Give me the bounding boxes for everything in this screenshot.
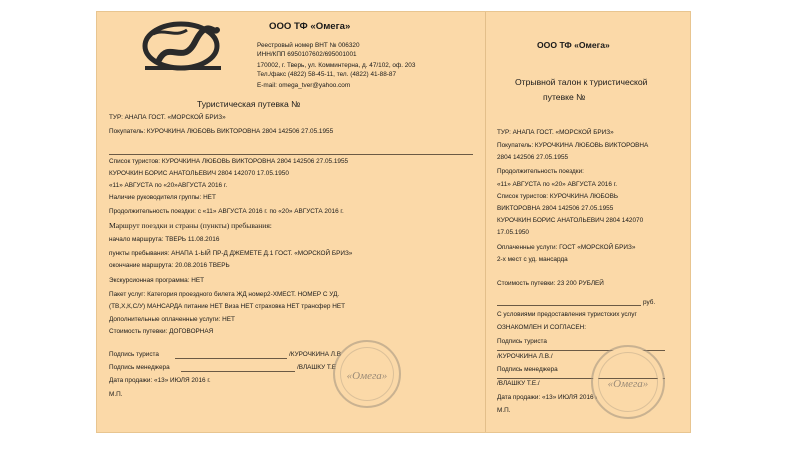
route-title: Маршрут поездки и страны (пункты) пребывания: [109, 221, 272, 230]
inn: ИНН/КПП 6950107602/695001001 [257, 51, 357, 58]
coupon-company-name: ООО ТФ «Омега» [537, 40, 610, 50]
company-stamp [333, 340, 401, 408]
sig-tourist-name: /КУРОЧКИНА Л.В./ [289, 351, 345, 358]
coupon-tour: ТУР: АНАПА ГОСТ. «МОРСКОЙ БРИЗ» [497, 129, 614, 136]
divider [109, 154, 473, 155]
coupon-stamp [591, 345, 665, 419]
coupon-room: 2-х мест с уд. мансарда [497, 256, 568, 263]
coupon-conditions: С условиями предоставления туристских услуг [497, 311, 637, 318]
coupon-tourists: Список туристов: КУРОЧКИНА ЛЮБОВЬ [497, 193, 619, 200]
coupon-tourists-3: КУРОЧКИН БОРИС АНАТОЛЬЕВИЧ 2804 142070 [497, 217, 644, 224]
tourists: Список туристов: КУРОЧКИНА ЛЮБОВЬ ВИКТОРОВНА 2804 142506 27.05.1955 [109, 158, 349, 165]
company-name: ООО ТФ «Омега» [269, 21, 351, 32]
coupon-sig-tourist-name: /КУРОЧКИНА Л.В./ [497, 353, 553, 360]
coupon-sig-manager-name: /ВЛАШКУ Т.Е./ [497, 380, 540, 387]
sale-date: Дата продажи: «13» ИЮЛЯ 2016 г. [109, 377, 211, 384]
tourist-2: КУРОЧКИН БОРИС АНАТОЛЬЕВИЧ 2804 142070 17.05.1950 [109, 170, 289, 177]
package: Пакет услуг: Категория проездного билета ЖД номер2-ХМЕСТ. НОМЕР С УД. [109, 291, 340, 298]
voucher-title: Туристическая путевка № [197, 99, 301, 109]
buyer: Покупатель: КУРОЧКИНА ЛЮБОВЬ ВИКТОРОВНА 2804 142506 27.05.1955 [109, 128, 334, 135]
phone: Тел./факс (4822) 58-45-11, тел. (4822) 41-88-87 [257, 71, 397, 78]
coupon-cost-line [497, 305, 641, 306]
cost: Стоимость путевки: ДОГОВОРНАЯ [109, 328, 214, 335]
sig-manager-name: /ВЛАШКУ Т.Е./ [297, 364, 340, 371]
coupon-mp: М.П. [497, 407, 511, 414]
coupon-sale-date: Дата продажи: «13» ИЮЛЯ 2016 г. [497, 394, 599, 401]
duration: Продолжительность поездки: с «11» АВГУСТА 2016 г. по «20» АВГУСТА 2016 г. [109, 208, 344, 215]
trip-dates: «11» АВГУСТА по «20»АВГУСТА 2016 г. [109, 182, 228, 189]
reg-number: Реестровый номер ВНТ № 006320 [257, 42, 360, 49]
coupon-rub: руб. [643, 299, 656, 306]
group-leader: Наличие руководителя группы: НЕТ [109, 194, 216, 201]
route-start: начало маршрута: ТВЕРЬ 11.08.2016 [109, 236, 220, 243]
coupon-duration: Продолжительность поездки: [497, 168, 584, 175]
sig-tourist-label: Подпись туриста [109, 351, 159, 358]
coupon-stamp-text: «Омега» [607, 377, 649, 390]
sig-tourist-line [175, 358, 287, 359]
coupon-tourists-4: 17.05.1950 [497, 229, 529, 236]
sig-manager-line [181, 371, 295, 372]
coupon-title-2: путевке № [543, 92, 586, 102]
coupon-tourists-2: ВИКТОРОВНА 2804 142506 27.05.1955 [497, 205, 614, 212]
coupon-title-1: Отрывной талон к туристической [515, 77, 648, 87]
voucher-sheet [97, 12, 690, 432]
route-end: окончание маршрута: 20.08.2016 ТВЕРЬ [109, 262, 230, 269]
stamp-text: «Омега» [346, 370, 388, 383]
tear-line [485, 12, 486, 432]
coupon-buyer: Покупатель: КУРОЧКИНА ЛЮБОВЬ ВИКТОРОВНА [497, 142, 649, 149]
coupon-cost: Стоимость путевки: 23 200 РУБЛЕЙ [497, 280, 604, 287]
package-details: (ТВ,Х,К,С/У) МАНСАРДА питание НЕТ Виза НЕТ страховка НЕТ трансфер НЕТ [109, 303, 345, 310]
coupon-sig-tourist-label: Подпись туриста [497, 338, 547, 345]
company-logo [139, 20, 225, 74]
coupon-agreed: ОЗНАКОМЛЕН И СОГЛАСЕН: [497, 324, 586, 331]
tour: ТУР: АНАПА ГОСТ. «МОРСКОЙ БРИЗ» [109, 114, 226, 121]
mp: М.П. [109, 391, 123, 398]
email: E-mail: omega_tver@yahoo.com [257, 82, 351, 89]
sig-manager-label: Подпись менеджера [109, 364, 170, 371]
route-stay: пункты пребывания: АНАПА 1-ЫЙ ПР-Д ДЖЕМЕТЕ Д.1 ГОСТ. «МОРСКОЙ БРИЗ» [109, 250, 353, 257]
coupon-sig-manager-label: Подпись менеджера [497, 366, 558, 373]
address: 170002, г. Тверь, ул. Комминтерна, д. 47/102, оф. 203 [257, 62, 416, 69]
coupon-paid: Оплаченные услуги: ГОСТ «МОРСКОЙ БРИЗ» [497, 244, 636, 251]
coupon-dates: «11» АВГУСТА по «20» АВГУСТА 2016 г. [497, 181, 617, 188]
coupon-buyer-docs: 2804 142506 27.05.1955 [497, 154, 569, 161]
excursion: Экскурсионная программа: НЕТ [109, 277, 205, 284]
extra-services: Дополнительные оплаченные услуги: НЕТ [109, 316, 235, 323]
